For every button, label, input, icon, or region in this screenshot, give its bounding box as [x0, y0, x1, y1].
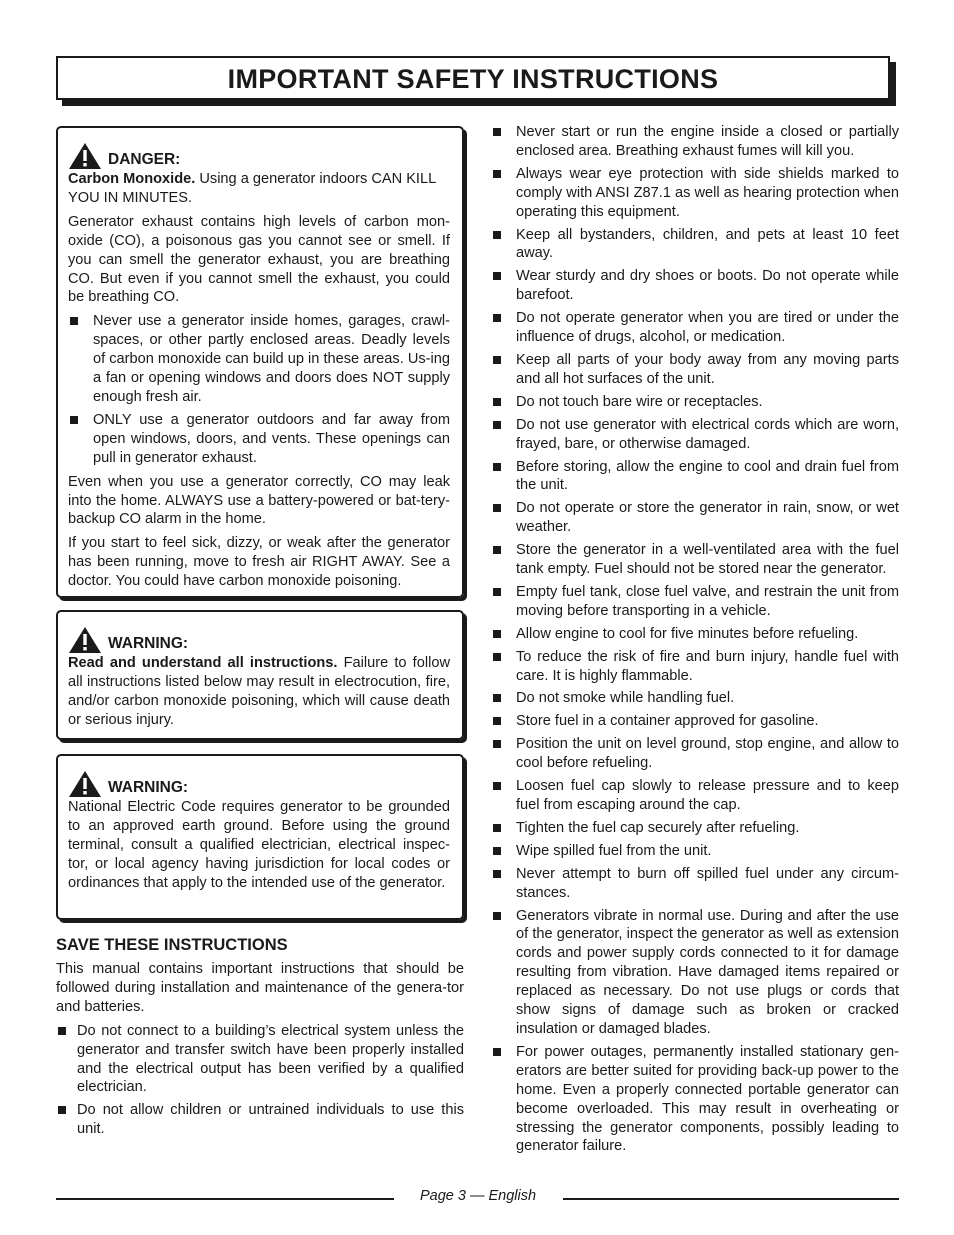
list-item: Store the generator in a well-ventilated area with the fuel tank empty. Fuel should not be stored near the generator.	[491, 541, 899, 579]
list-item: ONLY use a generator outdoors and far away from open windows, doors, and vents. These openings can pull in generator exhaust.	[68, 411, 450, 468]
save-intro: This manual contains important instructions that should be followed during installation and maintenance of the genera-tor and batteries.	[56, 961, 464, 1015]
danger-lead-paragraph	[68, 170, 450, 208]
list-item: Do not operate or store the generator in rain, snow, or wet weather.	[491, 499, 899, 537]
danger-paragraph-1: Generator exhaust contains high levels of carbon mon-oxide (CO), a poisonous gas you cannot see or smell. If you can smell the generator exhaust, you are breathing CO. But even if you cannot smell the exhaust, you could be breathing CO.	[68, 213, 450, 306]
footer-rule-left	[56, 1198, 394, 1200]
list-item: Do not operate generator when you are tired or under the influence of drugs, alcohol, or medication.	[491, 309, 899, 347]
list-item: Never start or run the engine inside a closed or partially enclosed area. Breathing exhaust fumes will kill you.	[491, 123, 899, 161]
list-item: Allow engine to cool for five minutes before refueling.	[491, 625, 899, 644]
right-bullet-list	[491, 123, 899, 1156]
list-item: Do not connect to a building’s electrical system unless the generator and transfer switch have been properly installed and the electrical output has been verified by a qualified electrician.	[56, 1022, 464, 1098]
warning-1-header	[68, 626, 450, 654]
list-item: Keep all parts of your body away from any moving parts and all hot surfaces of the unit.	[491, 351, 899, 389]
danger-lead: Carbon Monoxide.	[68, 171, 196, 187]
danger-bullet-list	[68, 312, 450, 467]
warning-box-1	[56, 610, 464, 740]
warning-2-label: WARNING:	[108, 779, 189, 796]
list-item: Before storing, allow the engine to cool and drain fuel from the unit.	[491, 458, 899, 496]
list-item: For power outages, permanently installed stationary gen-erators are better suited for providing back-up power to the home. Even a properly connected portable generator can become overloaded. This may result in overheating or stressing the generator components, possibly leading to generator failure.	[491, 1043, 899, 1156]
list-item: Loosen fuel cap slowly to release pressure and to keep fuel from escaping around the cap.	[491, 777, 899, 815]
warning-triangle-icon	[68, 142, 102, 170]
list-item: Wear sturdy and dry shoes or boots. Do not operate while barefoot.	[491, 267, 899, 305]
right-column	[491, 123, 899, 1161]
list-item: Position the unit on level ground, stop engine, and allow to cool before refueling.	[491, 735, 899, 773]
danger-box	[56, 126, 464, 598]
warning-1-lead-rest: Failure to follow all instructions listed below may result in electrocution, fire, and/or carbon monoxide poisoning, which will cause death or serious injury.	[68, 655, 450, 728]
list-item: Wipe spilled fuel from the unit.	[491, 842, 899, 861]
list-item: Never use a generator inside homes, garages, crawl-spaces, or other partly enclosed areas. Deadly levels of carbon monoxide can build up in these areas. Us-ing a fan or opening windows and doors does NOT supply enough fresh air.	[68, 312, 450, 407]
title-box	[56, 56, 890, 100]
page-title: IMPORTANT SAFETY INSTRUCTIONS	[227, 64, 719, 94]
warning-1-label: WARNING:	[108, 635, 189, 652]
list-item: Do not allow children or untrained individuals to use this unit.	[56, 1101, 464, 1139]
footer-rule-right	[563, 1198, 899, 1200]
danger-paragraph-2: Even when you use a generator correctly, CO may leak into the home. ALWAYS use a battery-powered or bat-tery-backup CO alarm in the home.	[68, 473, 450, 528]
save-heading: SAVE THESE INSTRUCTIONS	[56, 936, 288, 954]
list-item: Always wear eye protection with side shields marked to comply with ANSI Z87.1 as well as hearing protection when operating this equipment.	[491, 165, 899, 222]
warning-1-text	[68, 654, 450, 730]
left-column	[56, 126, 466, 1144]
danger-lead-rest: Using a generator indoors CAN KILL YOU IN MINUTES.	[68, 171, 436, 206]
list-item: Never attempt to burn off spilled fuel under any circum-stances.	[491, 865, 899, 903]
warning-2-text: National Electric Code requires generator to be grounded to an approved earth ground. Before using the ground terminal, consult a qualified electrician, electrical inspec-tor, or local agency having jurisdiction for local codes or ordinances that apply to the intended use of the generator.	[68, 799, 450, 891]
warning-2-header	[68, 770, 450, 798]
warning-1-lead: Read and understand all instructions.	[68, 655, 338, 671]
danger-paragraph-3: If you start to feel sick, dizzy, or weak after the generator has been running, move to fresh air RIGHT AWAY. See a doctor. You could have carbon monoxide poisoning.	[68, 535, 450, 590]
list-item: Keep all bystanders, children, and pets at least 10 feet away.	[491, 226, 899, 264]
danger-label: DANGER:	[108, 151, 181, 168]
list-item: Do not use generator with electrical cords which are worn, frayed, bare, or otherwise damaged.	[491, 416, 899, 454]
page-footer: Page 3 — English	[419, 1188, 537, 1204]
danger-header	[68, 142, 450, 170]
list-item: To reduce the risk of fire and burn injury, handle fuel with care. It is highly flammable.	[491, 648, 899, 686]
warning-triangle-icon	[68, 626, 102, 654]
warning-triangle-icon	[68, 770, 102, 798]
list-item: Tighten the fuel cap securely after refueling.	[491, 819, 899, 838]
save-bullet-list	[56, 1022, 464, 1139]
list-item: Generators vibrate in normal use. During and after the use of the generator, inspect the generator as well as extension cords and power supply cords connected to it for damage resulting from vibration. Have damaged items repaired or replaced as necessary. Do not use plugs or cords that show signs of damage such as broken or cracked insulation or damaged blades.	[491, 907, 899, 1039]
save-section	[56, 936, 464, 1139]
list-item: Do not smoke while handling fuel.	[491, 689, 899, 708]
list-item: Store fuel in a container approved for gasoline.	[491, 712, 899, 731]
warning-box-2	[56, 754, 464, 920]
list-item: Empty fuel tank, close fuel valve, and restrain the unit from moving before transporting in a vehicle.	[491, 583, 899, 621]
list-item: Do not touch bare wire or receptacles.	[491, 393, 899, 412]
